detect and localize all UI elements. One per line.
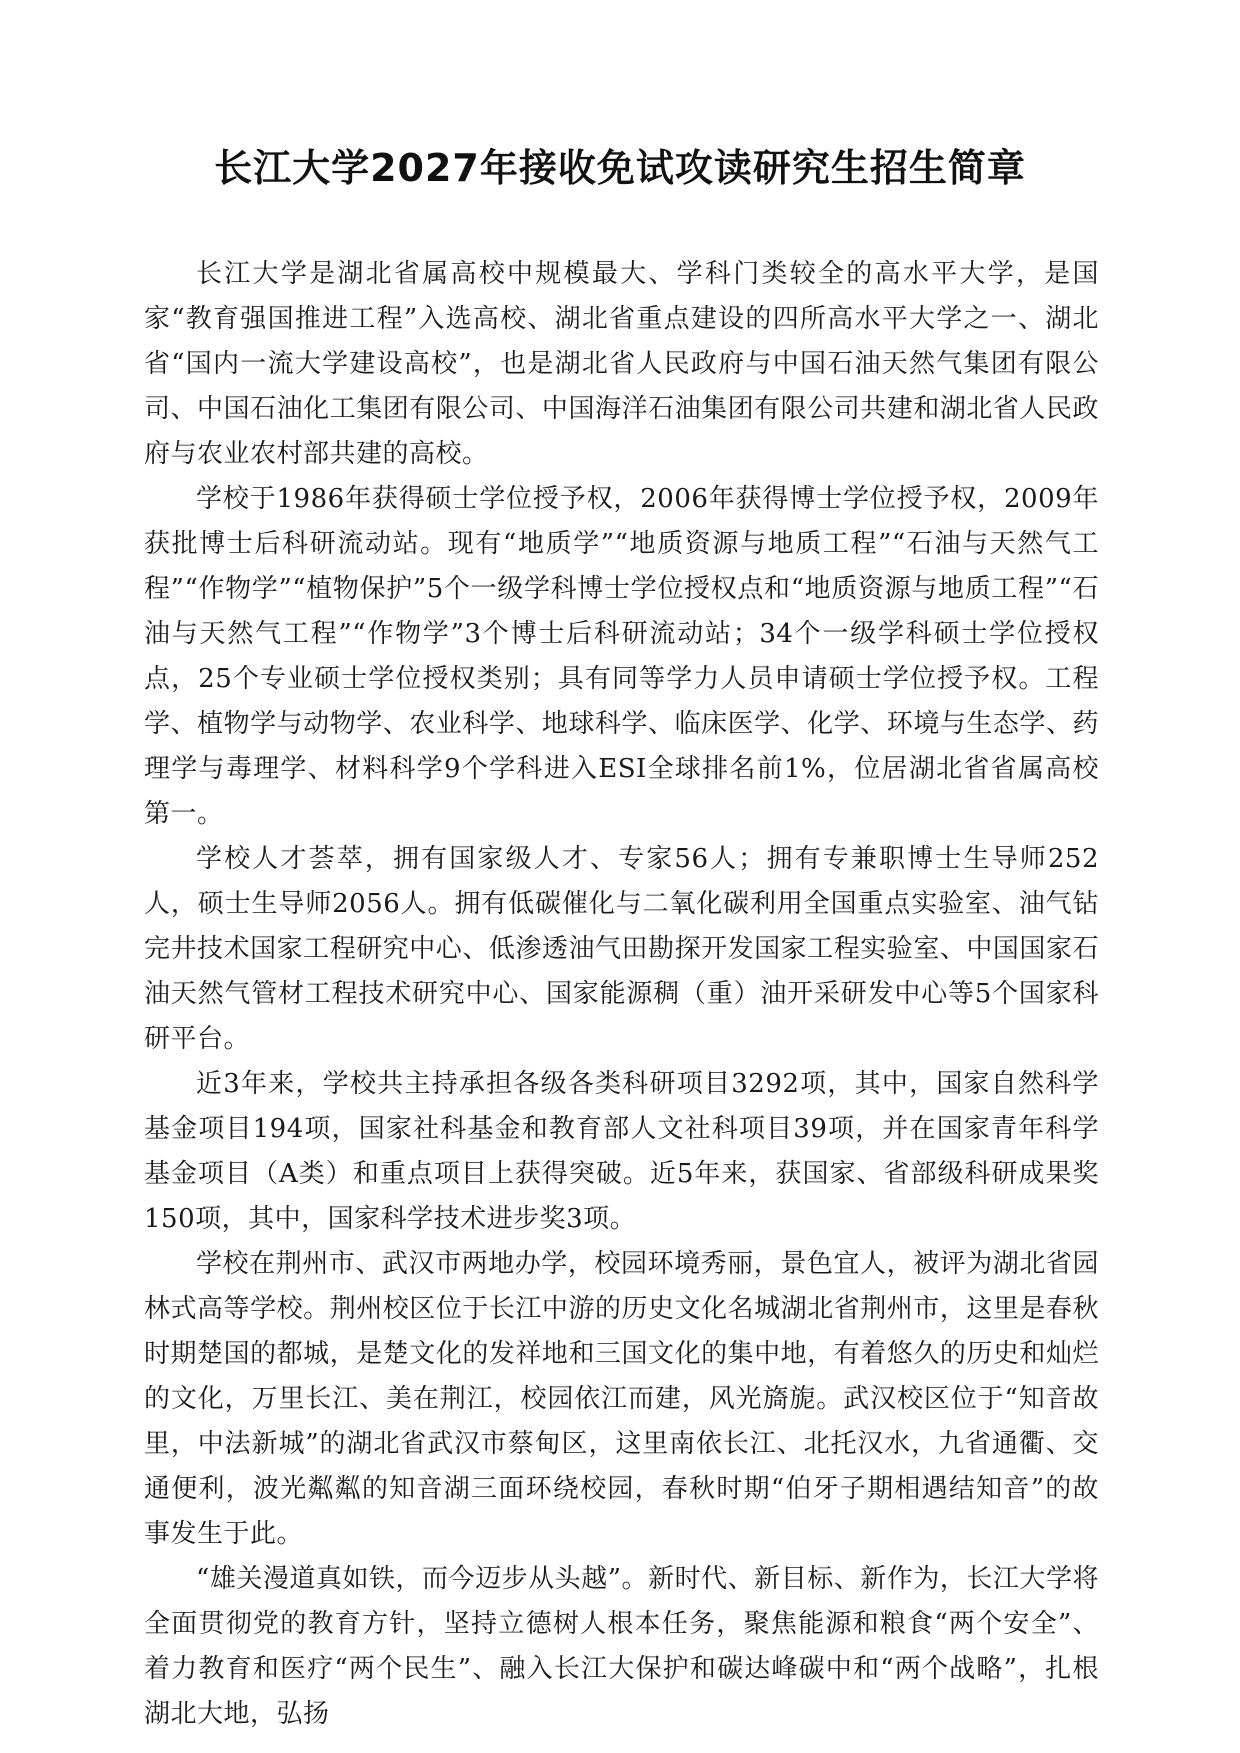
paragraph-degree-authority: 学校于1986年获得硕士学位授予权，2006年获得博士学位授予权，2009年获批博士后科研流动站。现有“地质学”“地质资源与地质工程”“石油与天然气工程”“作物学”“植物保护”5个一级学科博士学位授权点和“地质资源与地质工程”“石油与天然气工程”“作物学”3个博士后科研流动站；34个一级学科硕士学位授权点，25个专业硕士学位授权类别；具有同等学力人员申请硕士学位授予权。工程学、植物学与动物学、农业科学、地球科学、临床医学、化学、环境与生态学、药理学与毒理学、材料科学9个学科进入ESI全球排名前1%，位居湖北省省属高校第一。: [144, 484, 1099, 829]
paragraph-vision: “雄关漫道真如铁，而今迈步从头越”。新时代、新目标、新作为，长江大学将全面贯彻党的教育方针，坚持立德树人根本任务，聚焦能源和粮食“两个安全”、着力教育和医疗“两个民生”、融入长江大保护和碳达峰碳中和“两个战略”，扎根湖北大地，弘扬: [144, 1564, 1099, 1729]
paragraph-faculty: 学校人才荟萃，拥有国家级人才、专家56人；拥有专兼职博士生导师252人，硕士生导师2056人。拥有低碳催化与二氧化碳利用全国重点实验室、油气钻完井技术国家工程研究中心、低渗透油气田勘探开发国家工程实验室、中国国家石油天然气管材工程技术研究中心、国家能源稠（重）油开采研发中心等5个国家科研平台。: [144, 844, 1099, 1054]
paragraph-campus: 学校在荆州市、武汉市两地办学，校园环境秀丽，景色宜人，被评为湖北省园林式高等学校。荆州校区位于长江中游的历史文化名城湖北省荆州市，这里是春秋时期楚国的都城，是楚文化的发祥地和三国文化的集中地，有着悠久的历史和灿烂的文化，万里长江、美在荆江，校园依江而建，风光旖旎。武汉校区位于“知音故里，中法新城”的湖北省武汉市蔡甸区，这里南依长江、北托汉水，九省通衢、交通便利，波光粼粼的知音湖三面环绕校园，春秋时期“伯牙子期相遇结知音”的故事发生于此。: [144, 1249, 1099, 1549]
document-title: 长江大学2027年接收免试攻读研究生招生简章: [214, 146, 1026, 190]
paragraph-intro: 长江大学是湖北省属高校中规模最大、学科门类较全的高水平大学，是国家“教育强国推进工程”入选高校、湖北省重点建设的四所高水平大学之一、湖北省“国内一流大学建设高校”，也是湖北省人民政府与中国石油天然气集团有限公司、中国石油化工集团有限公司、中国海洋石油集团有限公司共建和湖北省人民政府与农业农村部共建的高校。: [144, 259, 1099, 469]
paragraph-research: 近3年来，学校共主持承担各级各类科研项目3292项，其中，国家自然科学基金项目194项，国家社科基金和教育部人文社科项目39项，并在国家青年科学基金项目（A类）和重点项目上获得突破。近5年来，获国家、省部级科研成果奖150项，其中，国家科学技术进步奖3项。: [144, 1069, 1099, 1234]
document-body: [144, 252, 1099, 1737]
